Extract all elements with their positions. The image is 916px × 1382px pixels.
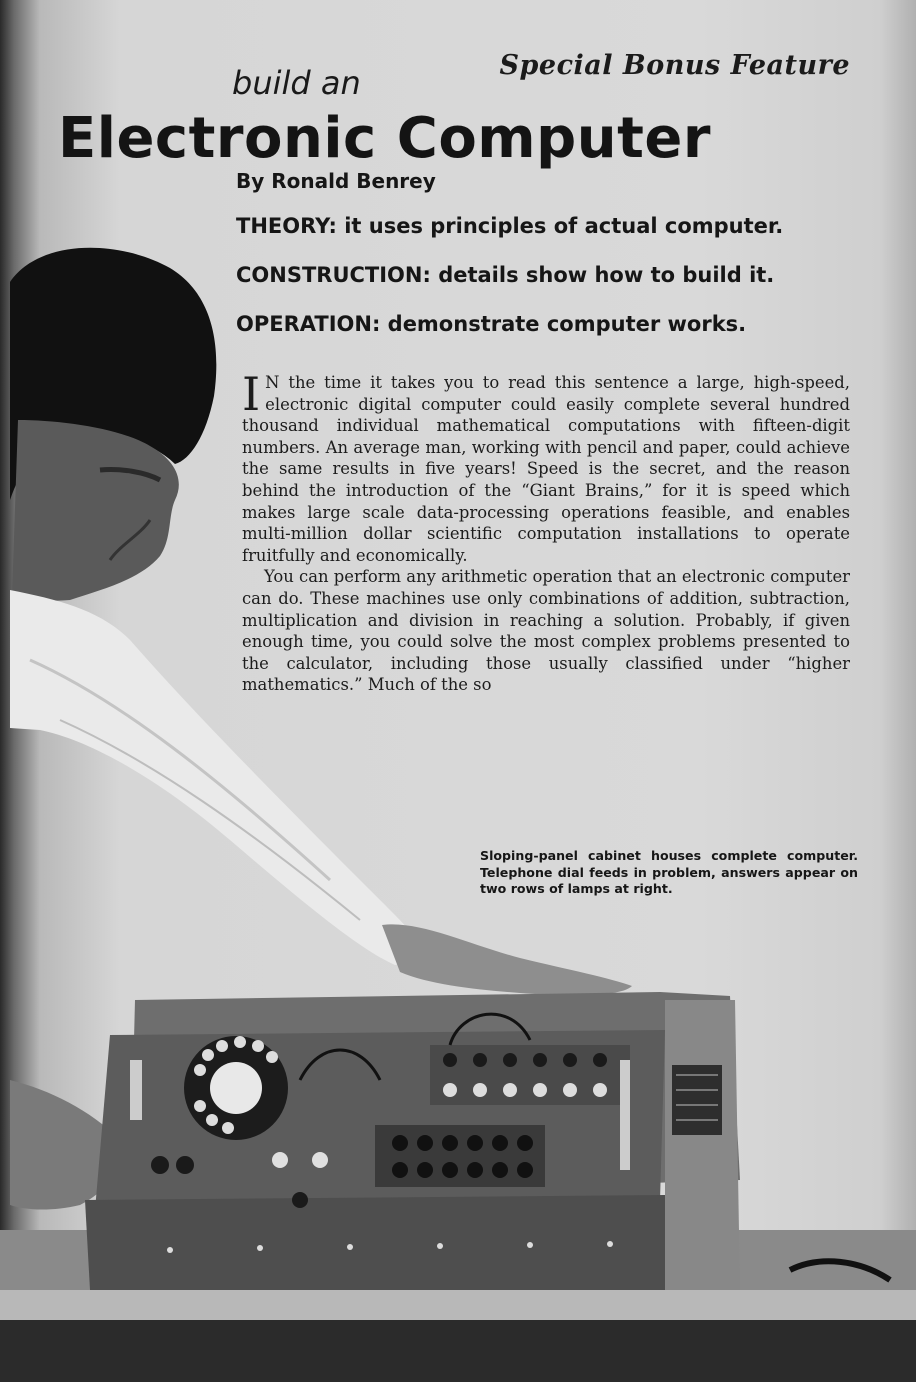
kicker-special-bonus-feature: Special Bonus Feature: [499, 50, 850, 81]
point-construction: CONSTRUCTION: details show how to build it.: [236, 263, 775, 287]
pre-title: build an: [232, 64, 361, 102]
point-operation: OPERATION: demonstrate computer works.: [236, 312, 747, 336]
article-title: Electronic Computer: [58, 106, 711, 171]
article-body: [242, 367, 850, 696]
summary-points: [236, 214, 876, 361]
photo-caption: Sloping-panel cabinet houses complete computer. Telephone dial feeds in problem, answers appear on two rows of lamps at right.: [480, 848, 858, 896]
drop-cap: I: [242, 367, 261, 421]
paragraph-1-text: N the time it takes you to read this sentence a large, high-speed, electronic digital computer could easily complete several hundred thousand individual mathematical computations with fifteen-digit numbers. An average man, working with pencil and paper, could achieve the same results in five years! Speed is the secret, and the reason behind the introduction of the “Giant Brains,” for it is speed which makes large scale data-processing operations feasible, and enables multi-million dollar scientific computation installations to operate fruitfully and economically.: [242, 373, 850, 565]
paragraph-1: [242, 367, 850, 566]
paragraph-2: You can perform any arithmetic operation that an electronic computer can do. These machines use only combinations of addition, subtraction, multiplication and division in reaching a solution. Probably, if given enough time, you could solve the most complex problems presented to the calculator, including those usually classified under “higher mathematics.” Much of the so: [242, 567, 850, 695]
byline: By Ronald Benrey: [236, 169, 436, 193]
man-hand: [382, 924, 632, 995]
computer-cabinet-side: [665, 1000, 740, 1290]
computer-cabinet-front: [85, 1195, 665, 1290]
point-theory: THEORY: it uses principles of actual computer.: [236, 214, 784, 238]
